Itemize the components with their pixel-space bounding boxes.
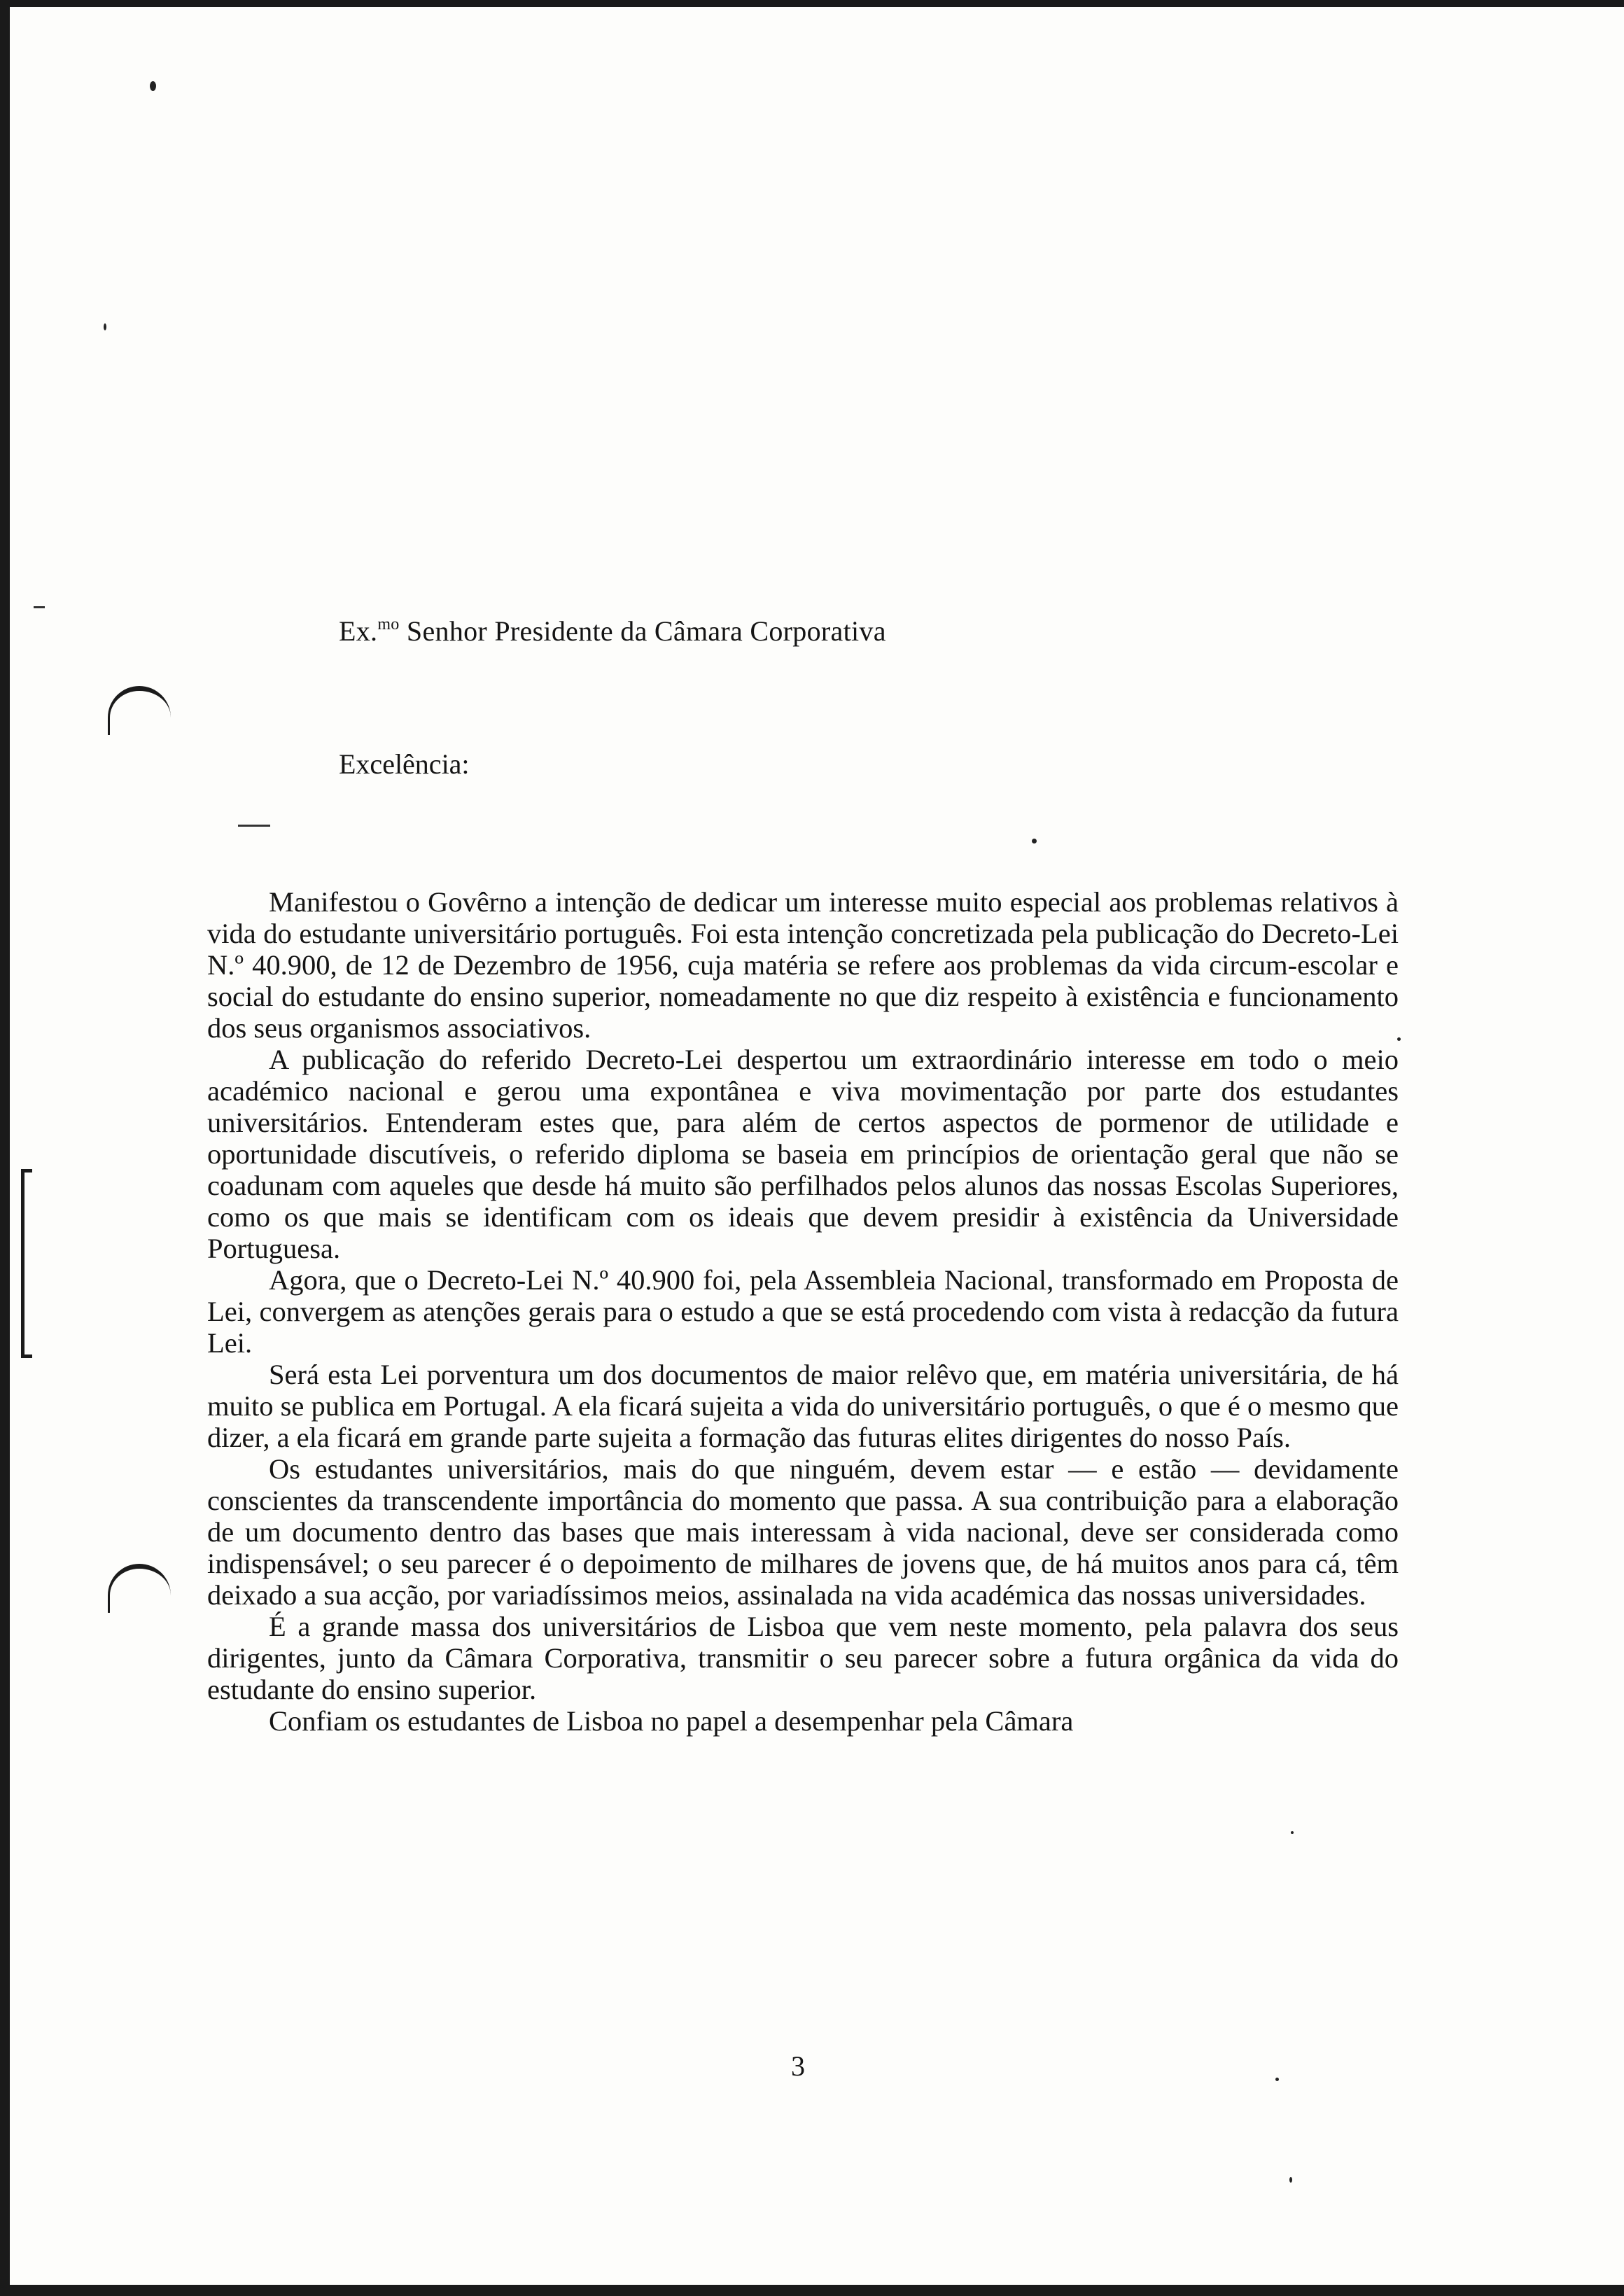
scan-edge-bottom — [0, 2285, 1624, 2296]
scan-dash — [238, 825, 270, 827]
paragraph: Confiam os estudantes de Lisboa no papel a desempenhar pela Câmara — [269, 1705, 1074, 1737]
letter-body — [207, 886, 1399, 1737]
paragraph: A publicação do referido Decreto-Lei despertou um extraordinário interesse em todo o meio académico nacional e gerou uma expontânea e viva movimentação por parte dos estudantes universitários. Entenderam estes que, para além de certos aspectos de pormenor de utilidade e oportunidade discutíveis, o referido diploma se baseia em princípios de orientação geral que não se coadunam com aqueles que desde há muito são perfilhados pelos alunos das nossas Escolas Superiores, como os que mais se identificam com os ideais que devem presidir à existência da Universidade Portuguesa. — [207, 1044, 1399, 1264]
page-number: 3 — [791, 2050, 805, 2082]
scan-speck — [150, 81, 156, 91]
punch-hole-mark — [108, 1564, 171, 1613]
scan-edge-left — [0, 0, 10, 2296]
punch-hole-mark — [108, 686, 171, 735]
scan-speck — [1289, 2177, 1292, 2183]
paragraph: Agora, que o Decreto-Lei N.º 40.900 foi, pela Assembleia Nacional, transformado em Proposta de Lei, convergem as atenções gerais para o estudo a que se está procedendo com vista à redacção da futura Lei. — [207, 1264, 1399, 1359]
addressee-name: Senhor Presidente da Câmara Corporativa — [399, 615, 886, 647]
paragraph: É a grande massa dos universitários de Lisboa que vem neste momento, pela palavra dos seus dirigentes, junto da Câmara Corporativa, transmitir o seu parecer sobre a futura orgânica da vida do estudante do ensino superior. — [207, 1611, 1399, 1705]
addressee-line — [339, 615, 886, 648]
scan-speck — [1275, 2078, 1279, 2081]
addressee-superscript: mo — [377, 615, 400, 634]
scan-dash — [34, 606, 45, 608]
paragraph: Manifestou o Govêrno a intenção de dedicar um interesse muito especial aos problemas relativos à vida do estudante universitário português. Foi esta intenção concretizada pela publicação do Decreto-Lei N.º 40.900, de 12 de Dezembro de 1956, cuja matéria se refere aos problemas da vida circum-escolar e social do estudante do ensino superior, nomeadamente no que diz respeito à existência e funcionamento dos seus organismos associativos. — [207, 886, 1399, 1044]
scan-edge-top — [0, 0, 1624, 7]
paragraph: Os estudantes universitários, mais do que ninguém, devem estar — e estão — devidamente conscientes da transcendente importância do momento que passa. A sua contribuição para a elaboração de um documento dentro das bases que mais interessam à vida nacional, deve ser considerada como indispensável; o seu parecer é o depoimento de milhares de jovens que, de há muitos anos para cá, têm deixado a sua acção, por variadíssimos meios, assinalada na vida académica das nossas universidades. — [207, 1453, 1399, 1611]
scan-speck — [104, 323, 106, 330]
scan-speck — [1032, 839, 1037, 844]
salutation: Excelência: — [339, 748, 470, 780]
scan-speck — [1291, 1831, 1294, 1834]
binding-mark — [21, 1169, 32, 1358]
paragraph: Será esta Lei porventura um dos documentos de maior relêvo que, em matéria universitária, de há muito se publica em Portugal. A ela ficará sujeita a vida do universitário português, o que é o mesmo que dizer, a ela ficará em grande parte sujeita a formação das futuras elites dirigentes do nosso País. — [207, 1359, 1399, 1453]
addressee-prefix: Ex. — [339, 615, 378, 647]
